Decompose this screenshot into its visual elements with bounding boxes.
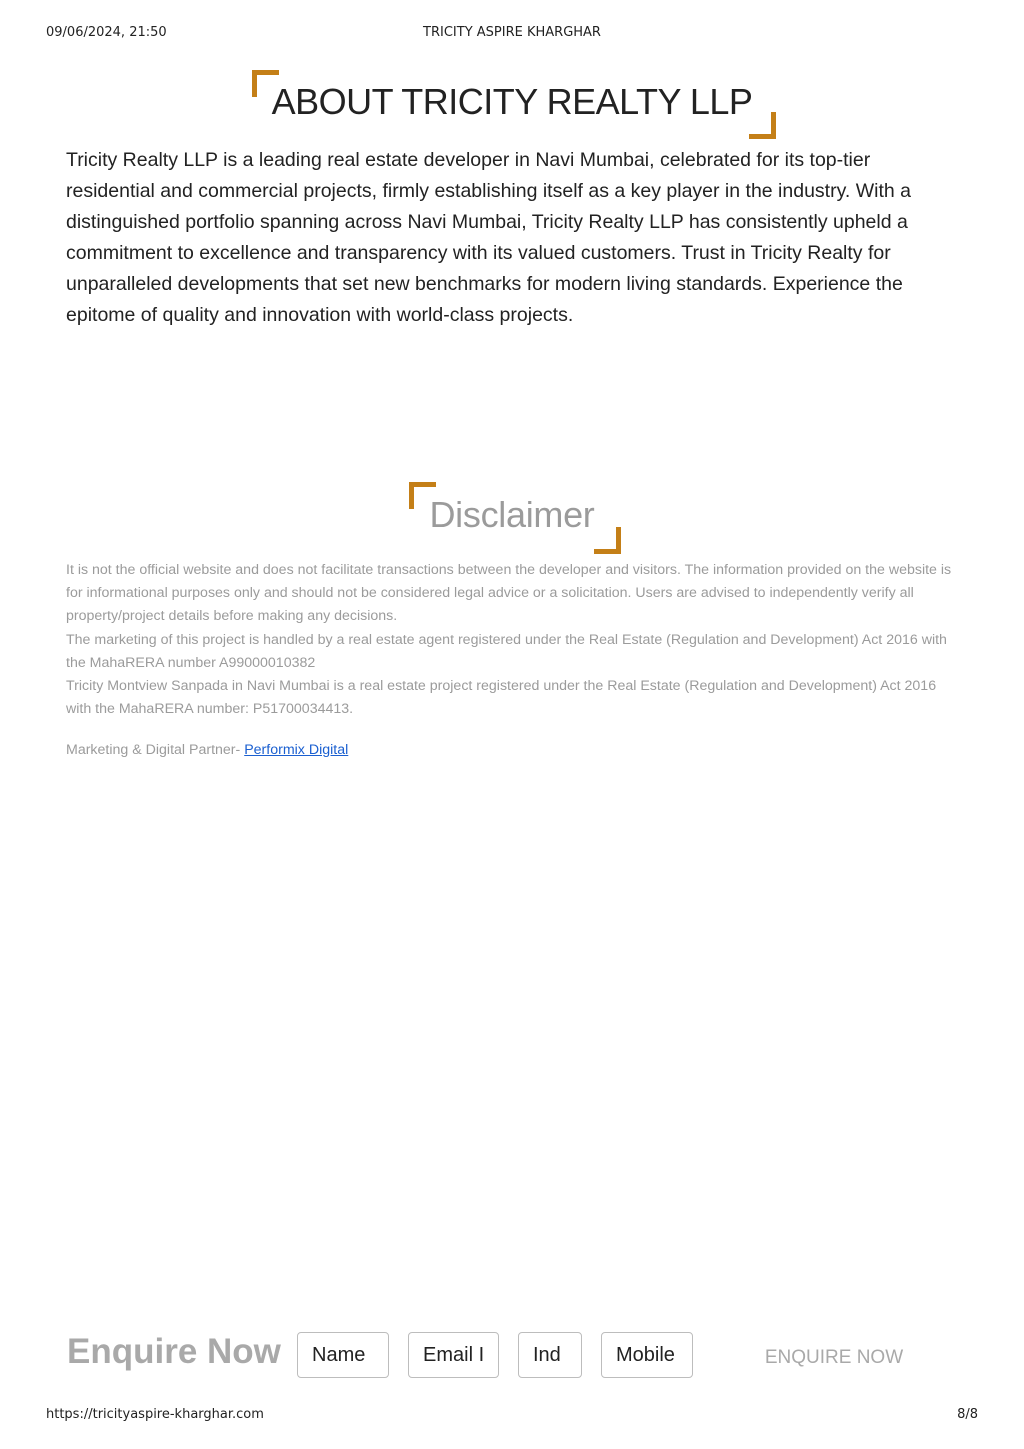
print-header xyxy=(46,25,978,43)
marketing-partner xyxy=(66,742,348,758)
print-page-number: 8/8 xyxy=(957,1407,978,1422)
corner-bracket-top-left xyxy=(409,482,436,509)
partner-prefix: Marketing & Digital Partner- xyxy=(66,742,245,758)
disclaimer-heading-text: Disclaimer xyxy=(429,494,595,535)
disclaimer-paragraph-1: It is not the official website and does not facilitate transactions between the developer and visitors. The information provided on the website is for informational purposes only and should not be considered legal advice or a solicitation. Users are advised to independently verify all property/project details before making any decisions. xyxy=(66,562,952,625)
disclaimer-paragraph-3: Tricity Montview Sanpada in Navi Mumbai is a real estate project registered under the Real Estate (Regulation and Development) Act 2016 with the MahaRERA number: P51700034413. xyxy=(66,678,937,718)
disclaimer-section-heading-wrap xyxy=(0,490,1024,540)
enquire-now-button[interactable]: ENQUIRE NOW xyxy=(764,1347,904,1368)
country-code-select[interactable]: Ind xyxy=(518,1332,582,1378)
partner-link[interactable]: Performix Digital xyxy=(244,742,349,758)
print-url: https://tricityaspire-kharghar.com xyxy=(46,1407,264,1422)
corner-bracket-top-left xyxy=(252,70,279,97)
print-datetime: 09/06/2024, 21:50 xyxy=(46,25,167,40)
disclaimer-heading xyxy=(409,490,614,540)
enquire-form xyxy=(0,1330,1024,1382)
about-description: Tricity Realty LLP is a leading real estate developer in Navi Mumbai, celebrated for its top-tier residential and commercial projects, firmly establishing itself as a key player in the industry. With a distinguished portfolio spanning across Navi Mumbai, Tricity Realty LLP has consistently upheld a commitment to excellence and transparency with its valued customers. Trust in Tricity Realty for unparalleled developments that set new benchmarks for modern living standards. Experience the epitome of quality and innovation with world-class projects. xyxy=(66,149,911,326)
print-footer xyxy=(46,1407,978,1425)
disclaimer-text xyxy=(66,559,956,721)
about-heading xyxy=(252,75,773,127)
enquire-title: Enquire Now xyxy=(67,1332,281,1371)
corner-bracket-bottom-right xyxy=(594,527,621,554)
print-page-title: TRICITY ASPIRE KHARGHAR xyxy=(423,25,601,40)
about-heading-text: ABOUT TRICITY REALTY LLP xyxy=(271,81,753,122)
disclaimer-paragraph-2: The marketing of this project is handled by a real estate agent registered under the Real Estate (Regulation and Development) Act 2016 with the MahaRERA number A99000010382 xyxy=(66,631,947,671)
name-input[interactable]: Name xyxy=(297,1332,389,1378)
email-input[interactable]: Email I xyxy=(408,1332,499,1378)
about-section-heading-wrap xyxy=(0,75,1024,127)
corner-bracket-bottom-right xyxy=(749,112,776,139)
mobile-input[interactable]: Mobile xyxy=(601,1332,693,1378)
